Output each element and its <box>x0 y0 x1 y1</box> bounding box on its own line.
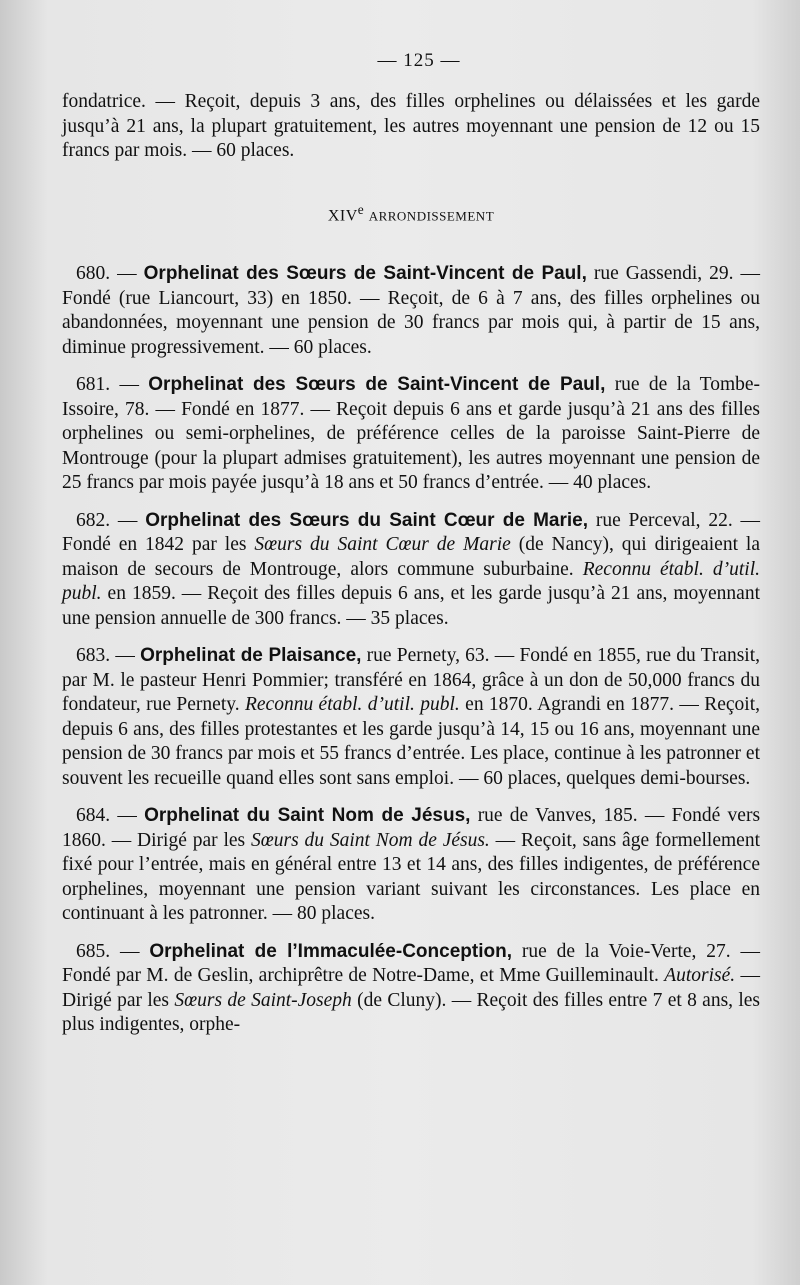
intro-paragraph: fondatrice. — Reçoit, depuis 3 ans, des filles orphelines ou délaissées et les garde jusqu’à 21 ans, la plupart gratuitement, les autres moyennant une pension de 12 ou 15 francs par mois. — 60 places. <box>62 91 760 161</box>
section-heading <box>62 198 760 229</box>
entry-name: Orphelinat du Saint Nom de Jésus, <box>144 805 471 827</box>
entry-italic-text: Reconnu établ. d’util. publ. <box>62 558 761 605</box>
entry-italic-text: Sœurs de Saint-Joseph <box>174 989 352 1011</box>
entry-text: rue Perceval, 22. — Fondé en 1842 par les <box>62 509 761 556</box>
entry-name: Orphelinat de Plaisance, <box>140 645 362 667</box>
entry-text: en 1859. — Reçoit des filles depuis 6 ans, et les garde jusqu’à 21 ans, moyennant une pension annuelle de 300 francs. — 35 places. <box>62 583 761 629</box>
entry-text: rue de la Voie-Verte, 27. — Fondé par M. de Geslin, archiprêtre de Notre-Dame, et Mme Guilleminault. <box>62 940 761 987</box>
section-heading-prefix: XIV <box>327 206 358 224</box>
entry-682 <box>62 509 760 632</box>
entry-name: Orphelinat de l’Immaculée-Conception, <box>149 940 512 962</box>
page-number: — 125 — <box>377 50 461 71</box>
entry-italic-text: Sœurs du Saint Nom de Jésus. <box>250 829 490 851</box>
entry-684 <box>62 804 760 927</box>
page-text <box>62 90 760 1038</box>
entry-683 <box>62 644 760 791</box>
entry-681 <box>62 373 760 496</box>
entry-text: — Dirigé par les <box>62 965 761 1011</box>
entry-text: rue Gassendi, 29. — Fondé (rue Liancourt, 33) en 1850. — Reçoit, de 6 à 7 ans, des filles orphelines ou abandonnées, moyennant une pension de 30 francs par mois qui, à partir de 15 ans, diminue progressivement. — 60 places. <box>62 263 761 358</box>
entry-text: (de Cluny). — Reçoit des filles entre 7 et 8 ans, les plus indigentes, orphe- <box>62 989 761 1036</box>
entry-680 <box>62 262 760 360</box>
entry-text: — Reçoit, sans âge formellement fixé pour l’entrée, mais en général entre 13 et 14 ans, des filles indigentes, de préférence orphelines, moyennant une pension variant suivant les circonstances. Les place en continuant à les patronner. — 80 places. <box>62 829 760 925</box>
entry-name: Orphelinat des Sœurs de Saint-Vincent de Paul, <box>143 263 587 285</box>
entry-text: en 1870. Agrandi en 1877. — Reçoit, depuis 6 ans, des filles protestantes et les garde jusqu’à 14, 15 ou 16 ans, moyennant une pension de 30 francs par mois et 55 francs d’entrée. Les place, continue à les patronner et souvent les recueille quand elles sont sans emploi. — 60 places, quelques demi-bourses. <box>62 694 760 789</box>
entry-685 <box>62 940 760 1038</box>
entry-number: 683. — <box>76 645 135 667</box>
entry-text: rue Pernety, 63. — Fondé en 1855, rue du Transit, par M. le pasteur Henri Pommier; transféré en 1864, grâce à un don de 50,000 francs du fondateur, rue Pernety. <box>62 645 761 716</box>
entry-number: 682. — <box>76 509 138 531</box>
section-heading-label: ARRONDISSEMENT <box>368 207 495 223</box>
entry-number: 680. — <box>76 263 137 285</box>
entry-number: 684. — <box>76 805 137 827</box>
entry-text: rue de la Tombe-Issoire, 78. — Fondé en 1877. — Reçoit depuis 6 ans et garde jusqu’à 21 ans des filles orphelines ou semi-orphelines, de préférence celles de la paroisse Saint-Pierre de Montrouge (pour la plupart admises gratuitement), les autres moyennant une pension de 25 francs par mois payée jusqu’à 18 ans et 50 francs d’entrée. — 40 places. <box>62 374 761 494</box>
entry-number: 685. — <box>76 940 140 962</box>
entry-italic-text: Autorisé. <box>664 965 736 987</box>
entry-italic-text: Reconnu établ. d’util. publ. <box>244 694 460 716</box>
section-heading-sup: e <box>357 201 365 217</box>
entry-number: 681. — <box>76 374 139 396</box>
entry-text: (de Nancy), qui dirigeaient la maison de secours de Montrouge, alors commune suburbaine. <box>62 534 760 580</box>
entry-name: Orphelinat des Sœurs du Saint Cœur de Marie, <box>145 509 589 531</box>
entry-text: rue de Vanves, 185. — Fondé vers 1860. — Dirigé par les <box>62 805 761 851</box>
entry-italic-text: Sœurs du Saint Cœur de Marie <box>254 534 511 556</box>
entry-name: Orphelinat des Sœurs de Saint-Vincent de Paul, <box>148 374 606 396</box>
